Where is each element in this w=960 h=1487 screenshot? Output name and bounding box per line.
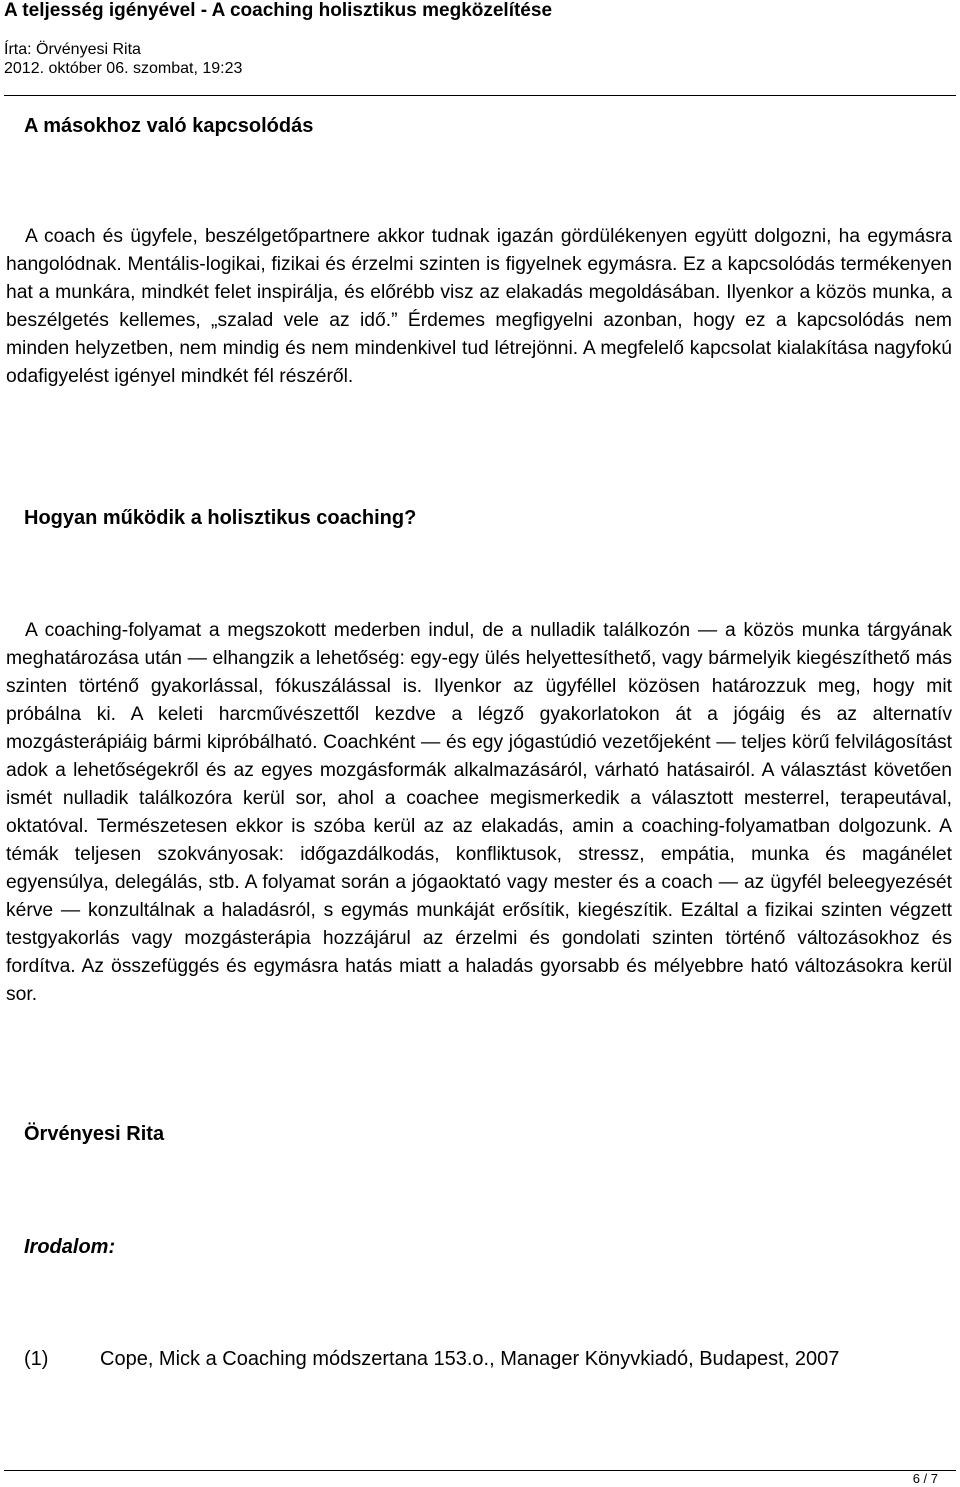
reference-text: Cope, Mick a Coaching módszertana 153.o., Manager Könyvkiadó, Budapest, 2007: [100, 1348, 840, 1370]
references-heading: Irodalom:: [24, 1236, 116, 1258]
footer-divider: [4, 1470, 956, 1471]
reference-item: [24, 1345, 839, 1373]
section-heading: A másokhoz való kapcsolódás: [24, 115, 314, 137]
document-header: [4, 0, 956, 80]
document-title: A teljesség igényével - A coaching holisztikus megközelítése: [4, 0, 553, 21]
section-heading: Hogyan működik a holisztikus coaching?: [24, 507, 417, 529]
author-line: Írta: Örvényesi Rita: [4, 41, 141, 58]
page-number: 6 / 7: [912, 1471, 938, 1486]
paragraph: A coaching-folyamat a megszokott mederben indul, de a nulladik találkozón — a közös munka tárgyának meghatározása után — elhangzik a lehetőség: egy-egy ülés helyettesíthető, vagy bármelyik kiegészíthető más szinten történő gyakorlással, fókuszálással is. Ilyenkor az ügyféllel közösen határozzuk meg, hogy mit próbálna ki. A keleti harcművészettől kezdve a légző gyakorlatokon át a jógáig és az alternatív mozgásterápiáig bármi kipróbálható. Coachként — és egy jógastúdió vezetőjeként — teljes körű felvilágosítást adok a lehetőségekről és az egyes mozgásformák alkalmazásáról, várható hatásairól. A választást követően ismét nulladik találkozóra kerül sor, ahol a coachee megismerkedik a választott mesterrel, terapeutával, oktatóval. Természetesen ekkor is szóba kerül az az elakadás, amin a coaching-folyamatban dolgozunk. A témák teljesen szokványosak: időgazdálkodás, konfliktusok, stressz, empátia, munka és magánélet egyensúlya, delegálás, stb. A folyamat során a jógaoktató vagy mester és a coach — az ügyfél beleegyezését kérve — konzultálnak a haladásról, s egymás munkáját erősítik, kiegészítik. Ezáltal a fizikai szinten végzett testgyakorlás vagy mozgásterápia hozzájárul az érzelmi és gondolati szinten történő változásokhoz és fordítva. Az összefüggés és egymásra hatás miatt a haladás gyorsabb és mélyebbre ható változásokra kerül sor.: [6, 620, 952, 1005]
date-line: 2012. október 06. szombat, 19:23: [4, 60, 243, 77]
paragraph: A coach és ügyfele, beszélgetőpartnere akkor tudnak igazán gördülékenyen együtt dolgozni, ha egymásra hangolódnak. Mentális-logikai, fizikai és érzelmi szinten is figyelnek egymásra. Ez a kapcsolódás termékenyen hat a munkára, mindkét felet inspirálja, és előrébb visz az elakadás megoldásában. Ilyenkor a közös munka, a beszélgetés kellemes, „szalad vele az idő.” Érdemes megfigyelni azonban, hogy ez a kapcsolódás nem minden helyzetben, nem mindig és nem mindenkivel tud létrejönni. A megfelelő kapcsolat kialakítása nagyfokú odafigyelést igényel mindkét fél részéről.: [6, 226, 952, 387]
author-signature: Örvényesi Rita: [24, 1123, 165, 1145]
header-divider: [4, 95, 956, 96]
reference-number: (1): [24, 1348, 49, 1370]
document-meta: [4, 39, 956, 80]
